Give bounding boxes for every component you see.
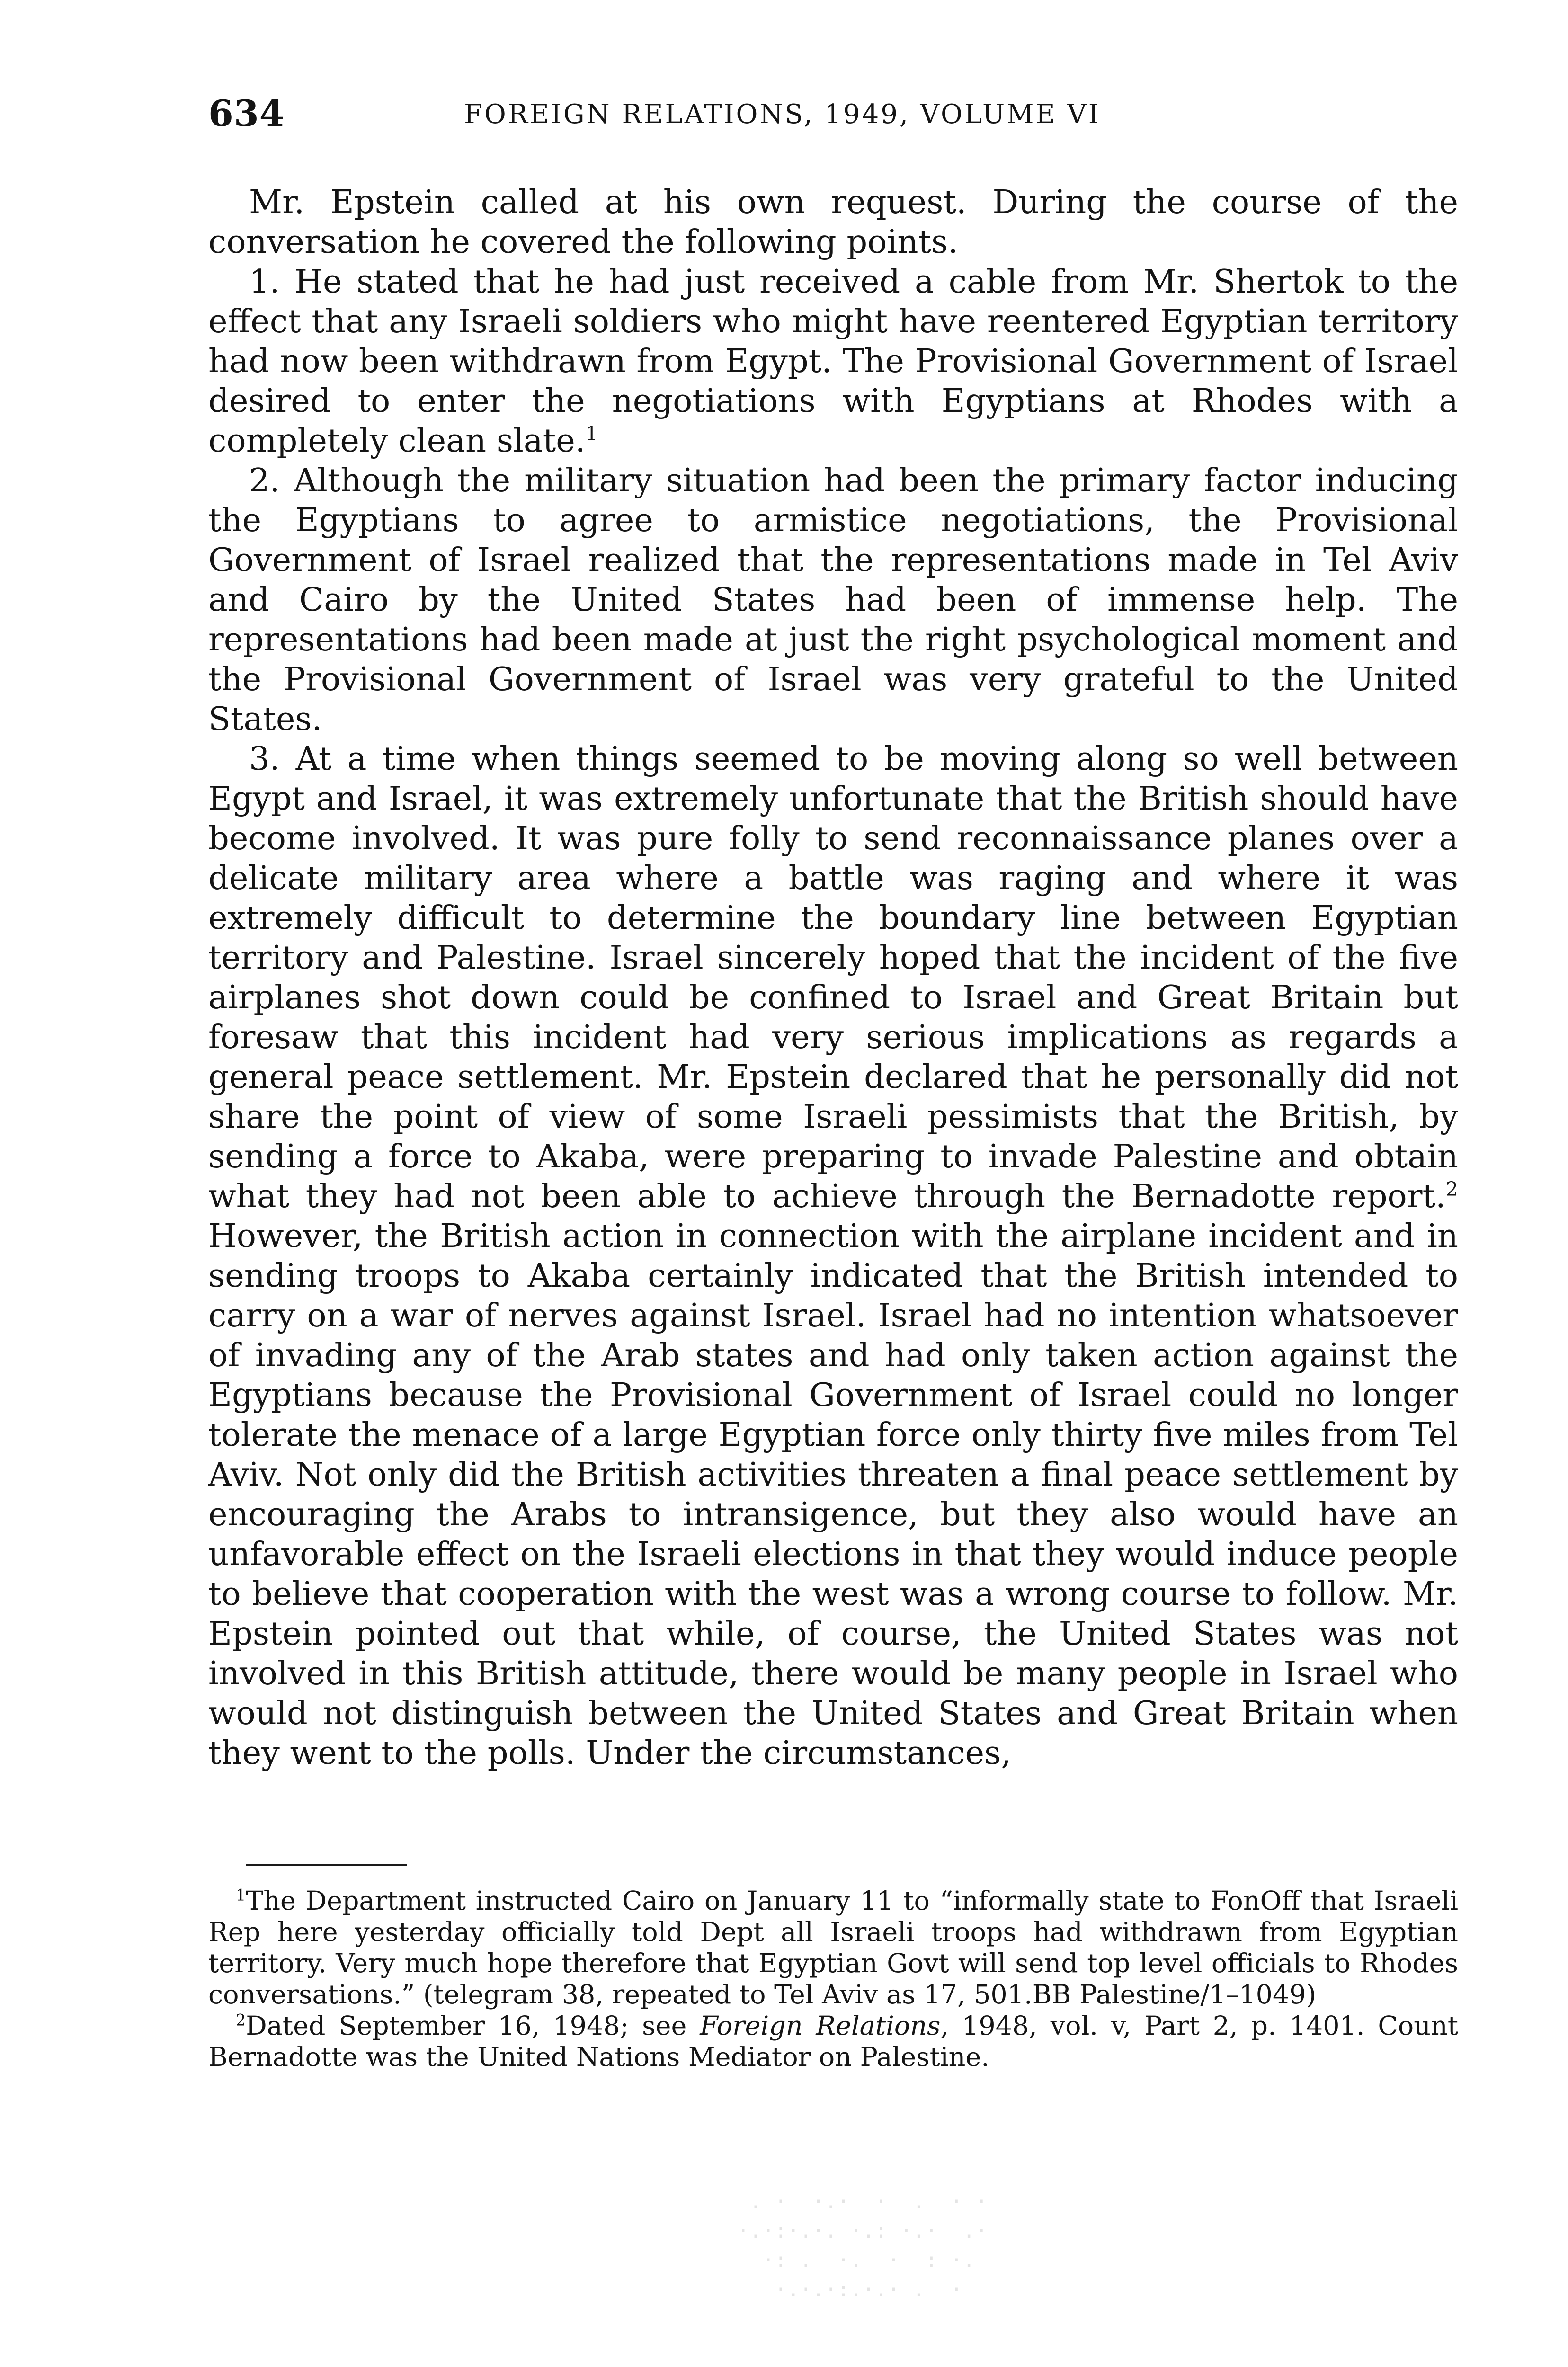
body-text [208, 182, 1458, 1773]
footnote-2-mark: 2 [236, 2011, 246, 2029]
running-head: FOREIGN RELATIONS, 1949, VOLUME VI [464, 99, 1101, 130]
footnote-1-text: The Department instructed Cairo on January 11 to “informally state to FonOff that Israeli Rep here yesterday officially told Dept all Israeli troops had withdrawn from Egyptian territory. Very much hope therefore that Egyptian Govt will send top level officials to Rhodes conversations.” (telegram 38, repeated to Tel Aviv as 17, 501.BB Palestine/1–1049) [208, 1886, 1458, 2010]
paragraph-point-1 [208, 262, 1458, 461]
paragraph-point-3-text-b: However, the British action in connection with the airplane incident and in sending troops to Akaba certainly indicated that the British intended to carry on a war of nerves against Israel. Israel had no intention whatsoever of invading any of the Arab states and had only taken action against the Egyptians because the Provisional Government of Israel could no longer tolerate the menace of a large Egyptian force only thirty five miles from Tel Aviv. Not only did the British activities threaten a final peace settlement by encouraging the Arabs to intransigence, but they also would have an unfavorable effect on the Israeli elections in that they would induce people to believe that cooperation with the west was a wrong course to follow. Mr. Epstein pointed out that while, of course, the United States was not involved in this British attitude, there would be many people in Israel who would not distinguish between the United States and Great Britain when they went to the polls. Under the circumstances, [208, 1217, 1458, 1772]
footnote-rule [246, 1864, 407, 1866]
footnote-1 [208, 1886, 1458, 2011]
page-header [208, 92, 1458, 140]
paragraph-point-1-text: 1. He stated that he had just received a cable from Mr. Shertok to the effect that any Israeli soldiers who might have reentered Egyptian territory had now been withdrawn from Egypt. The Provisional Government of Israel desired to enter the negotiations with Egyptians at Rhodes with a completely clean slate. [208, 263, 1458, 460]
paragraph-point-2: 2. Although the military situation had been the primary factor inducing the Egyptians to agree to armistice negotiations, the Provisional Government of Israel realized that the representations made in Tel Aviv and Cairo by the United States had been of immense help. The representations had been made at just the right psychological moment and the Provisional Government of Israel was very grateful to the United States. [208, 462, 1458, 738]
footnote-2-title: Foreign Relations [700, 2011, 941, 2041]
footnote-1-mark: 1 [236, 1886, 246, 1904]
bleed-through-smudge: . · ·.· · . · · ·.·:·.·. ·.: ·.· .· ·: . ·. · : ·. ·.·.·:.·.· . · [737, 2189, 988, 2302]
footnote-2 [208, 2011, 1458, 2073]
footnote-2-text-post: , 1948, vol. v, Part 2, p. 1401. Count Bernadotte was the United Nations Mediator on Palestine. [208, 2011, 1459, 2073]
footnote-ref-2: 2 [1445, 1178, 1458, 1201]
page-number: 634 [208, 92, 285, 134]
footnote-2-text-pre: Dated September 16, 1948; see [246, 2011, 700, 2041]
paragraph-point-3 [208, 739, 1458, 1773]
footnotes [208, 1886, 1458, 2073]
paragraph-intro: Mr. Epstein called at his own request. During the course of the conversation he covered the following points. [208, 183, 1458, 261]
footnote-ref-1: 1 [585, 422, 598, 445]
paragraph-point-3-text-a: 3. At a time when things seemed to be moving along so well between Egypt and Israel, it was extremely unfortunate that the British should have become involved. It was pure folly to send reconnaissance planes over a delicate military area where a battle was raging and where it was extremely difficult to determine the boundary line between Egyptian territory and Palestine. Israel sincerely hoped that the incident of the five airplanes shot down could be confined to Israel and Great Britain but foresaw that this incident had very serious implications as regards a general peace settlement. Mr. Epstein declared that he personally did not share the point of view of some Israeli pessimists that the British, by sending a force to Akaba, were preparing to invade Palestine and obtain what they had not been able to achieve through the Bernadotte report. [208, 740, 1458, 1215]
